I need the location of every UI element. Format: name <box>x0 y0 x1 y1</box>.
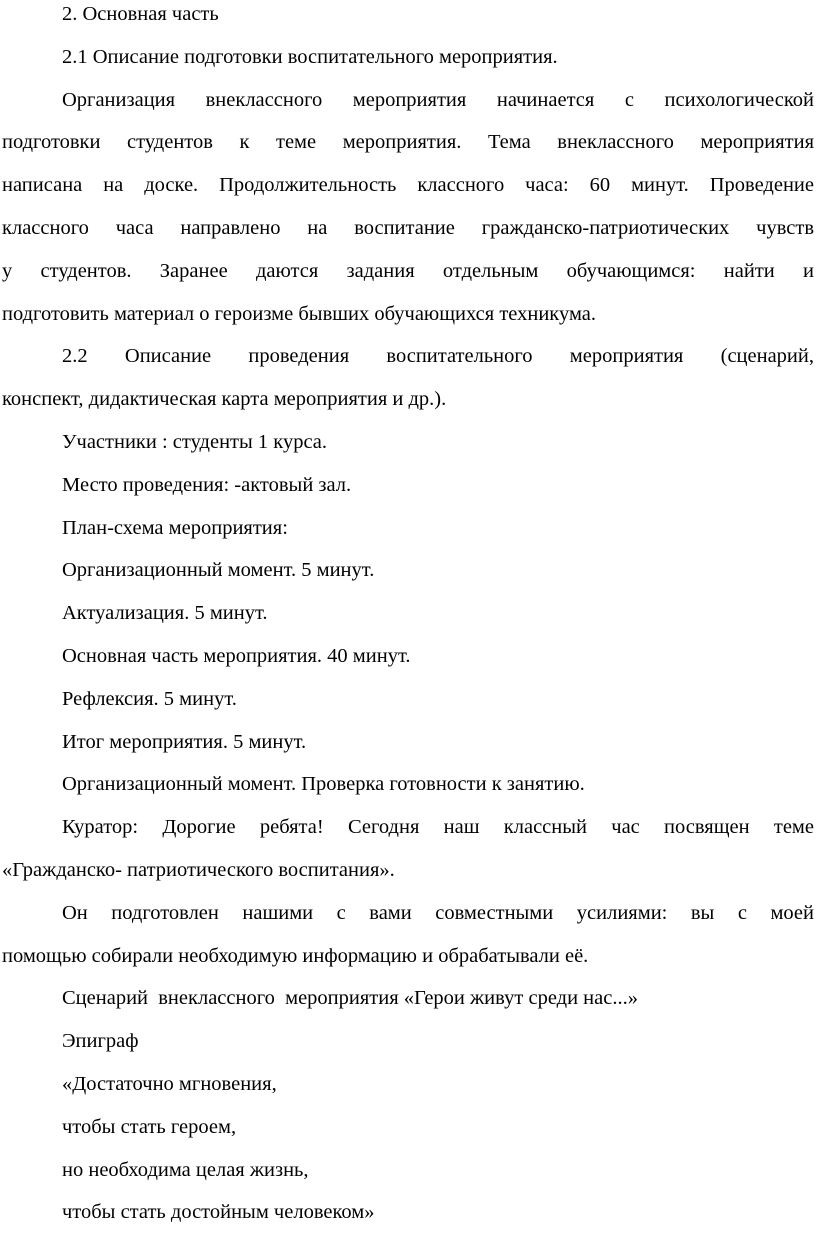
paragraph-line: помощью собирали необходимую информацию и обрабатывали её. <box>2 944 589 967</box>
epigraph-line: «Достаточно мгновения, <box>62 1072 277 1095</box>
curator-speech <box>2 806 814 892</box>
document-page <box>2 0 814 1234</box>
paragraph-line: у студентов. Заранее даются задания отдельным обучающимся: найти и <box>2 259 814 282</box>
paragraph-line: подготовки студентов к теме мероприятия. Тема внеклассного мероприятия <box>2 131 814 154</box>
paragraph-line: Он подготовлен нашими с вами совместными усилиями: вы с моей <box>62 901 814 924</box>
paragraph-line: «Гражданско- патриотического воспитания». <box>2 858 395 881</box>
epigraph-line: чтобы стать героем, <box>62 1115 237 1138</box>
paragraph-preparation <box>2 79 814 336</box>
paragraph-line: Организация внеклассного мероприятия начинается с психологической <box>62 88 814 111</box>
subsection-heading-2 <box>2 335 814 421</box>
prepared-paragraph <box>2 892 814 978</box>
epigraph-line: чтобы стать достойным человеком» <box>62 1201 375 1224</box>
paragraph-line: подготовить материал о героизме бывших обучающихся техникума. <box>2 302 596 325</box>
paragraph-line: написана на доске. Продолжительность классного часа: 60 минут. Проведение <box>2 174 814 197</box>
epigraph-label: Эпиграф <box>62 1030 139 1053</box>
plan-item: Итог мероприятия. 5 минут. <box>62 730 307 753</box>
paragraph-line: конспект, дидактическая карта мероприятия и др.). <box>2 388 447 411</box>
paragraph-line: 2.2 Описание проведения воспитательного мероприятия (сценарий, <box>62 345 814 368</box>
epigraph-line: но необходима целая жизнь, <box>62 1158 309 1181</box>
paragraph-line: классного часа направлено на воспитание гражданско-патриотических чувств <box>2 216 814 239</box>
plan-item: Основная часть мероприятия. 40 минут. <box>62 644 411 667</box>
venue: Место проведения: -актовый зал. <box>62 473 352 496</box>
plan-list <box>2 549 814 763</box>
paragraph-line: Куратор: Дорогие ребята! Сегодня наш классный час посвящен теме <box>62 816 814 839</box>
scenario-title: Сценарий внеклассного мероприятия «Герои живут среди нас...» <box>62 987 638 1010</box>
section-heading: 2. Основная часть <box>62 3 219 25</box>
epigraph <box>2 1063 814 1234</box>
plan-item: Рефлексия. 5 минут. <box>62 687 237 710</box>
plan-title: План-схема мероприятия: <box>62 516 288 539</box>
participants: Участники : студенты 1 курса. <box>62 430 328 453</box>
org-moment: Организационный момент. Проверка готовности к занятию. <box>62 773 585 796</box>
subsection-heading: 2.1 Описание подготовки воспитательного мероприятия. <box>62 45 558 68</box>
plan-item: Организационный момент. 5 минут. <box>62 559 375 582</box>
plan-item: Актуализация. 5 минут. <box>62 602 268 625</box>
